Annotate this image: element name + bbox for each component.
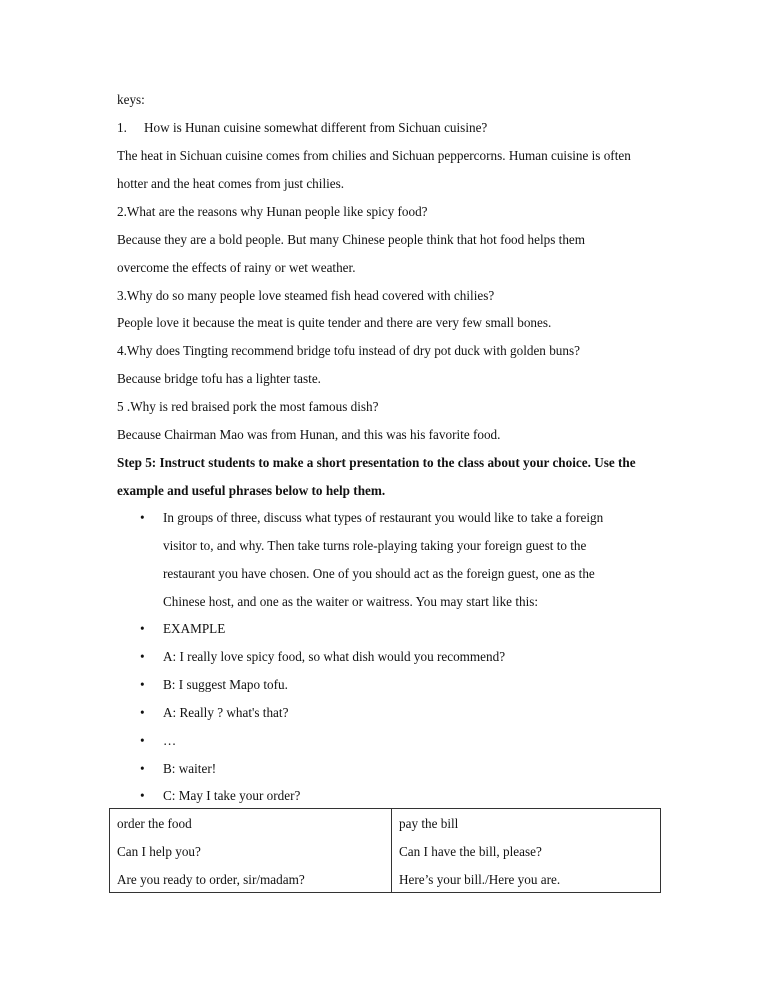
order-food-phrase-2: Are you ready to order, sir/madam? — [117, 872, 305, 887]
order-food-phrase-1: Can I help you? — [117, 844, 201, 859]
bullet-2-text: EXAMPLE — [163, 621, 226, 636]
bullet-marker: • — [140, 705, 145, 720]
bullet-7-text: B: waiter! — [163, 761, 217, 776]
bullet-1-line-2: visitor to, and why. Then take turns role-playing taking your foreign guest to the — [163, 538, 587, 553]
pay-bill-column — [392, 809, 661, 893]
question-1-text: How is Hunan cuisine somewhat different from Sichuan cuisine? — [144, 120, 488, 135]
bullet-8-text: C: May I take your order? — [163, 788, 301, 803]
question-1 — [117, 120, 487, 136]
bullet-marker: • — [140, 733, 145, 748]
step-5-heading-line-1: Step 5: Instruct students to make a short presentation to the class about your choice. Use the — [117, 455, 636, 470]
bullet-5-text: A: Really ? what's that? — [163, 705, 289, 720]
answer-5: Because Chairman Mao was from Hunan, and this was his favorite food. — [117, 427, 501, 442]
bullet-marker: • — [140, 677, 145, 692]
keys-heading: keys: — [117, 92, 145, 107]
bullet-marker: • — [140, 788, 145, 803]
answer-2-line-1: Because they are a bold people. But many Chinese people think that hot food helps them — [117, 232, 586, 247]
pay-bill-phrase-2: Here’s your bill./Here you are. — [399, 872, 561, 887]
question-2: 2.What are the reasons why Hunan people like spicy food? — [117, 204, 428, 219]
answer-3: People love it because the meat is quite tender and there are very few small bones. — [117, 315, 552, 330]
question-3: 3.Why do so many people love steamed fish head covered with chilies? — [117, 288, 495, 303]
answer-2-line-2: overcome the effects of rainy or wet weather. — [117, 260, 356, 275]
bullet-1-line-1: In groups of three, discuss what types of restaurant you would like to take a foreign — [163, 510, 604, 525]
bullet-3-text: A: I really love spicy food, so what dish would you recommend? — [163, 649, 506, 664]
pay-bill-phrase-1: Can I have the bill, please? — [399, 844, 542, 859]
question-5: 5 .Why is red braised pork the most famous dish? — [117, 399, 379, 414]
question-4: 4.Why does Tingting recommend bridge tofu instead of dry pot duck with golden buns? — [117, 343, 580, 358]
answer-4: Because bridge tofu has a lighter taste. — [117, 371, 321, 386]
pay-bill-header: pay the bill — [399, 816, 459, 831]
bullet-marker: • — [140, 649, 145, 664]
question-1-number: 1. — [117, 120, 127, 135]
useful-phrases-table — [109, 808, 661, 893]
order-food-header: order the food — [117, 816, 192, 831]
bullet-4-text: B: I suggest Mapo tofu. — [163, 677, 288, 692]
order-food-column — [110, 809, 392, 893]
bullet-marker: • — [140, 761, 145, 776]
bullet-1-line-3: restaurant you have chosen. One of you should act as the foreign guest, one as the — [163, 566, 595, 581]
step-5-heading-line-2: example and useful phrases below to help them. — [117, 483, 386, 498]
answer-1-line-1: The heat in Sichuan cuisine comes from chilies and Sichuan peppercorns. Human cuisine is often — [117, 148, 631, 163]
answer-1-line-2: hotter and the heat comes from just chilies. — [117, 176, 345, 191]
bullet-marker: • — [140, 510, 145, 525]
bullet-marker: • — [140, 621, 145, 636]
bullet-1-line-4: Chinese host, and one as the waiter or waitress. You may start like this: — [163, 594, 539, 609]
bullet-6-text: … — [163, 733, 177, 748]
